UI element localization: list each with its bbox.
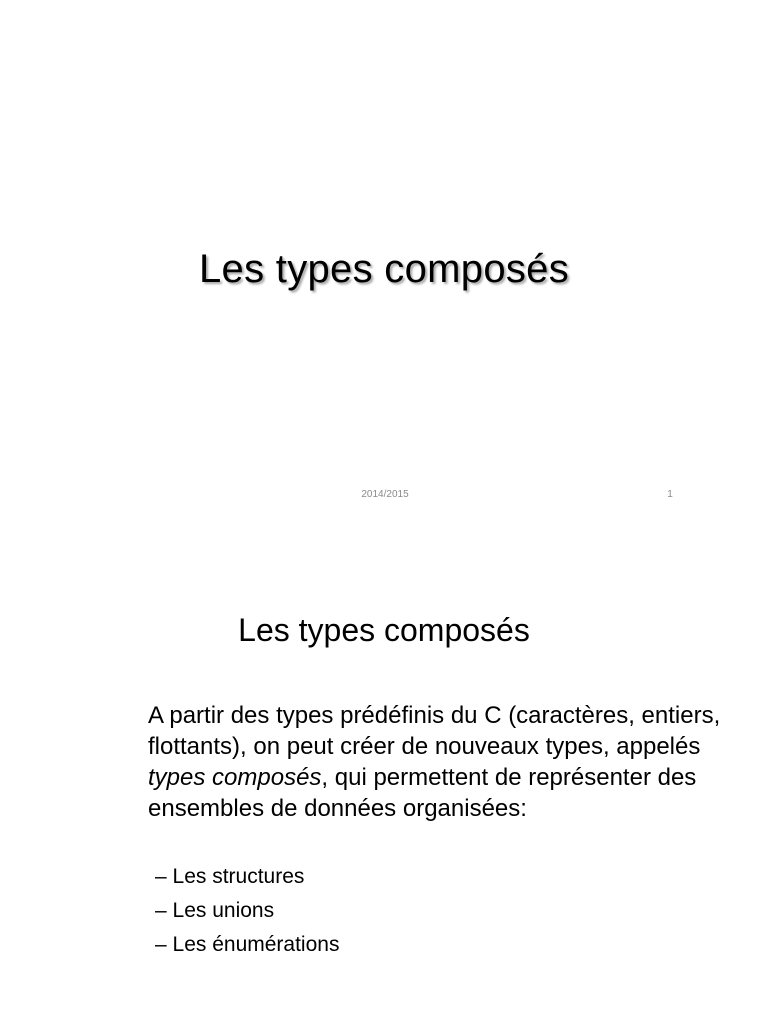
- slide-2: [0, 512, 768, 1024]
- bullet-item-enumerations: – Les énumérations: [155, 933, 340, 956]
- slide-2-title: [0, 610, 768, 650]
- bullet-item-structures: – Les structures: [155, 865, 305, 888]
- slide-2-bullet-list: [155, 860, 339, 962]
- paragraph-part-2: , qui permettent de représenter des ensembles de données organisées:: [148, 764, 697, 822]
- slide-1-title: Les types composés: [198, 247, 570, 291]
- bullet-item-unions: – Les unions: [155, 899, 275, 922]
- paragraph-part-1: A partir des types prédéfinis du C (caractères, entiers, flottants), on peut créer de nouveaux types, appelés: [148, 702, 721, 760]
- paragraph-emphasis: types composés: [148, 764, 322, 791]
- slide-1-footer-date: 2014/2015: [361, 489, 409, 500]
- slide-2-paragraph: [148, 700, 728, 824]
- slide-1-page-number: 1: [667, 489, 673, 500]
- slide-2-title-text: Les types composés: [238, 612, 530, 648]
